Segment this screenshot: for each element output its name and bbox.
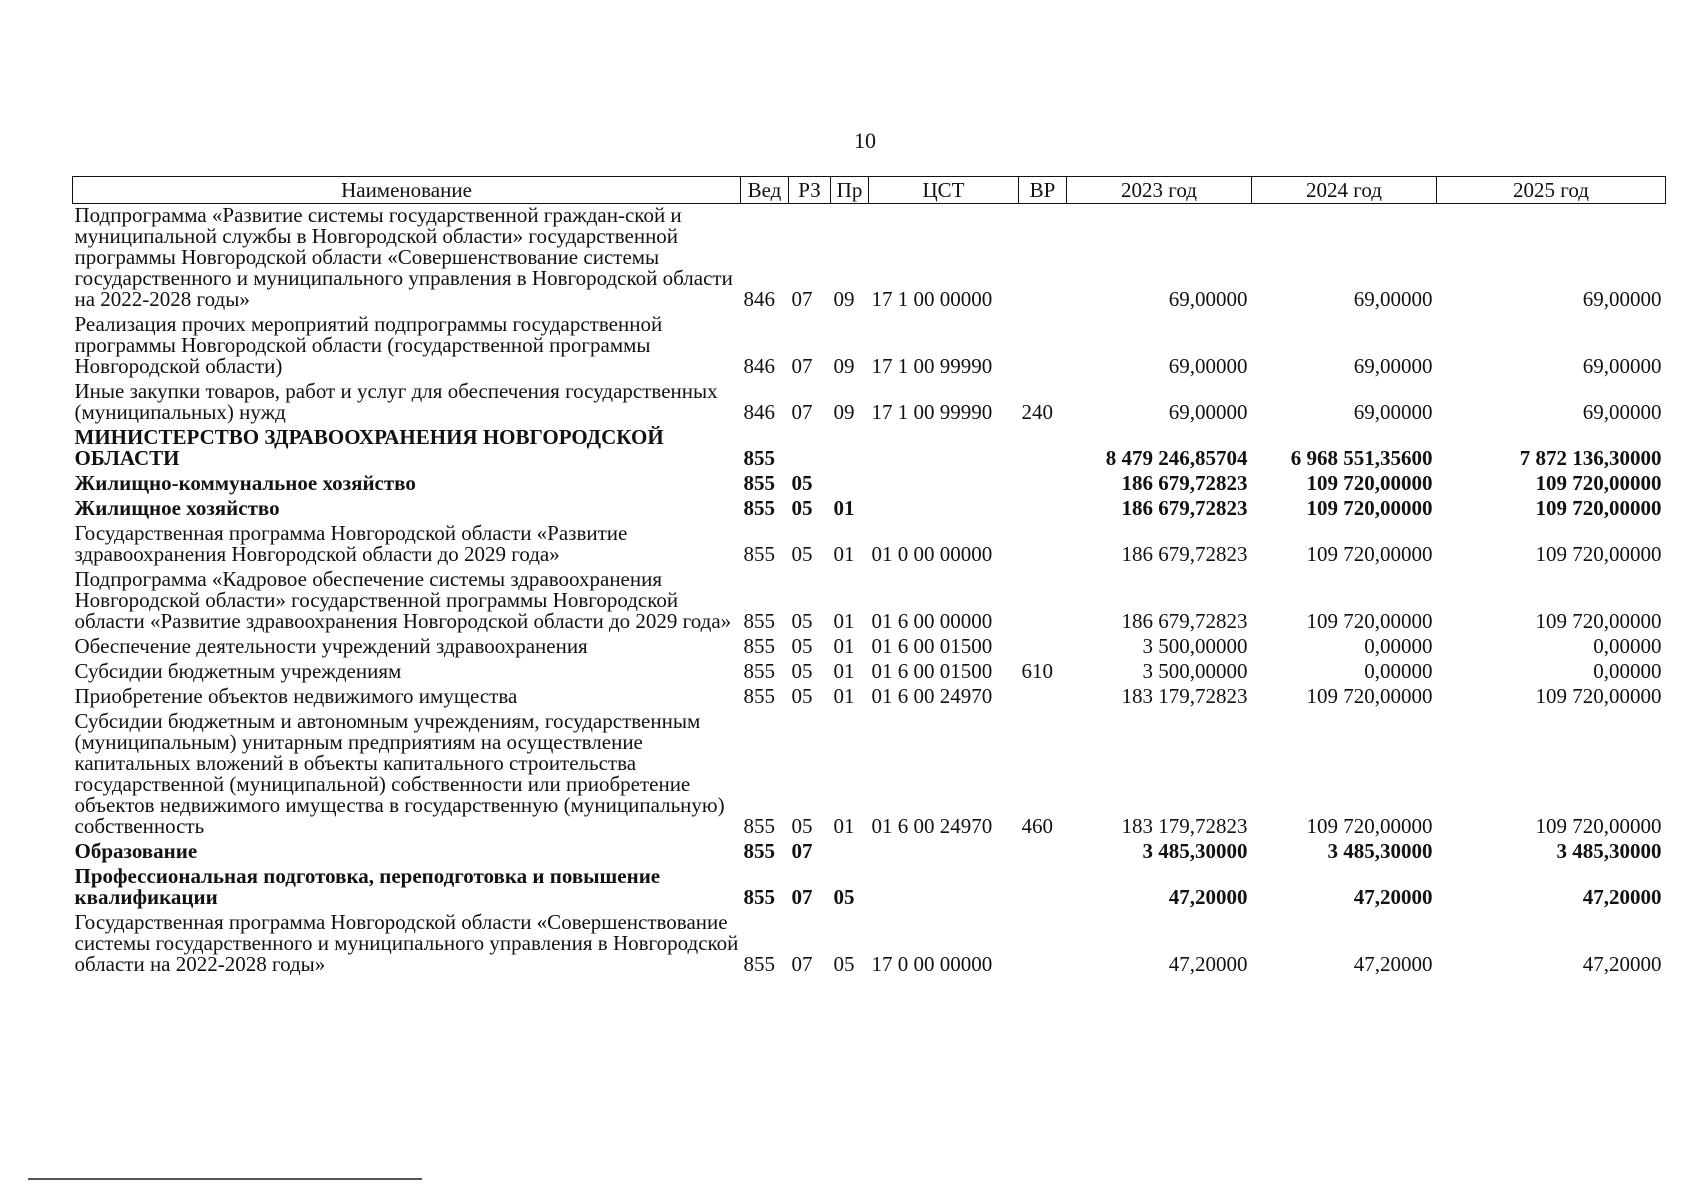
cell-2023: 69,00000 xyxy=(1168,287,1248,311)
cell-pr: 01 xyxy=(833,659,855,683)
cell-2023: 47,20000 xyxy=(1168,952,1248,976)
cell-cst: 01 6 00 01500 xyxy=(871,634,993,658)
cell-vr: 240 xyxy=(1021,400,1053,424)
cell-2024: 109 720,00000 xyxy=(1306,542,1433,566)
cell-2024: 69,00000 xyxy=(1353,287,1433,311)
table-row xyxy=(73,426,1666,472)
cell-pr: 01 xyxy=(833,496,855,520)
cell-ved: 855 xyxy=(743,471,775,495)
page-number: 10 xyxy=(854,128,876,153)
cell-pr xyxy=(831,472,869,497)
cell-2025: 47,20000 xyxy=(1582,952,1662,976)
cell-pr xyxy=(831,426,869,472)
column-header-name: Наименование xyxy=(73,177,741,204)
cell-2024: 0,00000 xyxy=(1364,634,1433,658)
cell-rz: 07 xyxy=(791,952,813,976)
cell-2023: 3 500,00000 xyxy=(1142,659,1248,683)
cell-2023: 69,00000 xyxy=(1168,354,1248,378)
cell-cst: 17 0 00 00000 xyxy=(871,952,993,976)
cell-cst xyxy=(869,865,1019,911)
cell-vr xyxy=(1019,204,1067,314)
cell-ved: 855 xyxy=(743,659,775,683)
cell-pr: 05 xyxy=(833,952,855,976)
cell-rz: 05 xyxy=(791,684,813,708)
cell-pr: 01 xyxy=(833,542,855,566)
column-header-cst: ЦСТ xyxy=(869,177,1019,204)
cell-2023: 186 679,72823 xyxy=(1121,471,1248,495)
cell-name: Государственная программа Новгородской области «Совершенствование системы государственного и муниципального управления в Новгородской области на 2022-2028 годы» xyxy=(74,910,739,976)
table-row xyxy=(73,497,1666,522)
cell-2025: 0,00000 xyxy=(1593,659,1662,683)
cell-rz: 05 xyxy=(791,814,813,838)
cell-2024: 0,00000 xyxy=(1364,659,1433,683)
cell-2025: 0,00000 xyxy=(1593,634,1662,658)
cell-name: Государственная программа Новгородской области «Развитие здравоохранения Новгородской области до 2029 года» xyxy=(74,521,628,566)
cell-2025: 109 720,00000 xyxy=(1535,609,1662,633)
cell-cst: 01 6 00 24970 xyxy=(871,684,993,708)
cell-ved: 846 xyxy=(743,287,775,311)
cell-pr xyxy=(831,840,869,865)
table-row xyxy=(73,660,1666,685)
cell-name: Субсидии бюджетным и автономным учреждениям, государственным (муниципальным) унитарным предприятиям на осуществление капитальных вложений в объекты капитального строительства государственной (муниципальной) собственности или приобретение объектов недвижимого имущества в государственную (муниципальную) собственность xyxy=(74,709,725,838)
cell-name: Образование xyxy=(74,839,198,863)
cell-2024: 47,20000 xyxy=(1353,952,1433,976)
cell-cst xyxy=(869,426,1019,472)
cell-rz: 07 xyxy=(791,885,813,909)
cell-vr xyxy=(1019,497,1067,522)
cell-vr xyxy=(1019,522,1067,568)
cell-rz: 07 xyxy=(791,354,813,378)
table-row xyxy=(73,911,1666,978)
cell-2024: 109 720,00000 xyxy=(1306,814,1433,838)
cell-2025: 47,20000 xyxy=(1582,885,1662,909)
cell-2023: 186 679,72823 xyxy=(1121,496,1248,520)
cell-2025: 3 485,30000 xyxy=(1556,839,1662,863)
cell-2023: 3 500,00000 xyxy=(1142,634,1248,658)
cell-ved: 855 xyxy=(743,634,775,658)
footer-divider xyxy=(28,1178,422,1180)
cell-cst: 01 6 00 24970 xyxy=(871,814,993,838)
column-header-2025: 2025 год xyxy=(1437,177,1666,204)
column-header-rz: РЗ xyxy=(789,177,831,204)
cell-ved: 855 xyxy=(743,814,775,838)
cell-2023: 8 479 246,85704 xyxy=(1105,446,1248,470)
cell-2023: 186 679,72823 xyxy=(1121,542,1248,566)
column-header-vr: ВР xyxy=(1019,177,1067,204)
cell-pr: 05 xyxy=(833,885,855,909)
cell-name: МИНИСТЕРСТВО ЗДРАВООХРАНЕНИЯ НОВГОРОДСКОЙ ОБЛАСТИ xyxy=(74,425,664,470)
column-header-2023: 2023 год xyxy=(1067,177,1252,204)
cell-2024: 3 485,30000 xyxy=(1327,839,1433,863)
cell-vr xyxy=(1019,472,1067,497)
cell-name: Жилищное хозяйство xyxy=(74,496,280,520)
cell-rz: 05 xyxy=(791,634,813,658)
cell-name: Субсидии бюджетным учреждениям xyxy=(74,659,402,683)
cell-name: Жилищно-коммунальное хозяйство xyxy=(74,471,416,495)
table-row xyxy=(73,380,1666,426)
cell-rz: 07 xyxy=(791,839,813,863)
cell-name: Приобретение объектов недвижимого имущества xyxy=(74,684,518,708)
table-row xyxy=(73,472,1666,497)
cell-vr xyxy=(1019,568,1067,635)
cell-cst: 01 6 00 00000 xyxy=(871,609,993,633)
cell-cst: 17 1 00 99990 xyxy=(871,400,993,424)
cell-ved: 855 xyxy=(743,496,775,520)
cell-cst xyxy=(869,497,1019,522)
table-row xyxy=(73,313,1666,380)
cell-ved: 855 xyxy=(743,609,775,633)
cell-2024: 109 720,00000 xyxy=(1306,496,1433,520)
cell-vr xyxy=(1019,865,1067,911)
table-header xyxy=(73,177,1666,204)
cell-ved: 855 xyxy=(743,446,775,470)
cell-cst: 01 0 00 00000 xyxy=(871,542,993,566)
cell-ved: 855 xyxy=(743,885,775,909)
cell-name: Подпрограмма «Кадровое обеспечение системы здравоохранения Новгородской области» государственной программы Новгородской области «Развитие здравоохранения Новгородской области до 2029 года» xyxy=(74,567,732,633)
cell-ved: 855 xyxy=(743,542,775,566)
cell-rz: 05 xyxy=(791,542,813,566)
cell-pr: 09 xyxy=(833,354,855,378)
cell-2025: 109 720,00000 xyxy=(1535,496,1662,520)
table-row xyxy=(73,204,1666,314)
column-header-ved: Вед xyxy=(741,177,789,204)
cell-rz xyxy=(789,426,831,472)
cell-2025: 109 720,00000 xyxy=(1535,684,1662,708)
cell-ved: 855 xyxy=(743,684,775,708)
budget-table xyxy=(72,176,1666,978)
cell-name: Обеспечение деятельности учреждений здравоохранения xyxy=(74,634,588,658)
table-row xyxy=(73,522,1666,568)
table-body xyxy=(73,204,1666,979)
cell-2025: 69,00000 xyxy=(1582,354,1662,378)
table-row xyxy=(73,635,1666,660)
cell-rz: 05 xyxy=(791,659,813,683)
cell-rz: 07 xyxy=(791,287,813,311)
cell-cst: 01 6 00 01500 xyxy=(871,659,993,683)
cell-2025: 109 720,00000 xyxy=(1535,814,1662,838)
cell-vr xyxy=(1019,426,1067,472)
cell-pr: 01 xyxy=(833,634,855,658)
cell-ved: 855 xyxy=(743,839,775,863)
table-row xyxy=(73,685,1666,710)
cell-name: Профессиональная подготовка, переподготовка и повышение квалификации xyxy=(74,864,661,909)
cell-pr: 09 xyxy=(833,400,855,424)
header-row xyxy=(73,177,1666,204)
cell-2025: 109 720,00000 xyxy=(1535,542,1662,566)
cell-pr: 01 xyxy=(833,609,855,633)
cell-2024: 109 720,00000 xyxy=(1306,609,1433,633)
cell-2025: 109 720,00000 xyxy=(1535,471,1662,495)
cell-2024: 69,00000 xyxy=(1353,354,1433,378)
cell-pr: 01 xyxy=(833,814,855,838)
cell-vr xyxy=(1019,685,1067,710)
cell-ved: 846 xyxy=(743,400,775,424)
cell-2024: 109 720,00000 xyxy=(1306,684,1433,708)
cell-rz: 07 xyxy=(791,400,813,424)
cell-pr: 01 xyxy=(833,684,855,708)
cell-vr: 460 xyxy=(1021,814,1053,838)
cell-2024: 109 720,00000 xyxy=(1306,471,1433,495)
table-row xyxy=(73,568,1666,635)
cell-cst: 17 1 00 00000 xyxy=(871,287,993,311)
cell-cst: 17 1 00 99990 xyxy=(871,354,993,378)
cell-cst xyxy=(869,840,1019,865)
table-row xyxy=(73,840,1666,865)
cell-pr: 09 xyxy=(833,287,855,311)
cell-rz: 05 xyxy=(791,496,813,520)
cell-2023: 69,00000 xyxy=(1168,400,1248,424)
table-row xyxy=(73,710,1666,840)
cell-2024: 69,00000 xyxy=(1353,400,1433,424)
column-header-2024: 2024 год xyxy=(1252,177,1437,204)
cell-name: Иные закупки товаров, работ и услуг для обеспечения государственных (муниципальных) нужд xyxy=(74,379,718,424)
cell-vr xyxy=(1019,313,1067,380)
cell-ved: 846 xyxy=(743,354,775,378)
cell-vr xyxy=(1019,635,1067,660)
cell-2024: 6 968 551,35600 xyxy=(1290,446,1433,470)
cell-name: Реализация прочих мероприятий подпрограммы государственной программы Новгородской области (государственной программы Новгородской области) xyxy=(74,312,663,378)
cell-rz: 05 xyxy=(791,609,813,633)
cell-2024: 47,20000 xyxy=(1353,885,1433,909)
cell-2025: 7 872 136,30000 xyxy=(1519,446,1662,470)
cell-2023: 183 179,72823 xyxy=(1121,684,1248,708)
cell-rz: 05 xyxy=(791,471,813,495)
cell-vr xyxy=(1019,840,1067,865)
cell-2023: 183 179,72823 xyxy=(1121,814,1248,838)
cell-ved: 855 xyxy=(743,952,775,976)
table-row xyxy=(73,865,1666,911)
cell-cst xyxy=(869,472,1019,497)
cell-2023: 47,20000 xyxy=(1168,885,1248,909)
cell-vr: 610 xyxy=(1021,659,1053,683)
cell-name: Подпрограмма «Развитие системы государственной граждан-ской и муниципальной службы в Новгородской области» государственной программы Новгородской области «Совершенствование системы государственного и муниципального управления в Новгородской области на 2022-2028 годы» xyxy=(74,203,733,311)
cell-vr xyxy=(1019,911,1067,978)
cell-2025: 69,00000 xyxy=(1582,400,1662,424)
cell-2023: 3 485,30000 xyxy=(1142,839,1248,863)
column-header-pr: Пр xyxy=(831,177,869,204)
cell-2023: 186 679,72823 xyxy=(1121,609,1248,633)
cell-2025: 69,00000 xyxy=(1582,287,1662,311)
